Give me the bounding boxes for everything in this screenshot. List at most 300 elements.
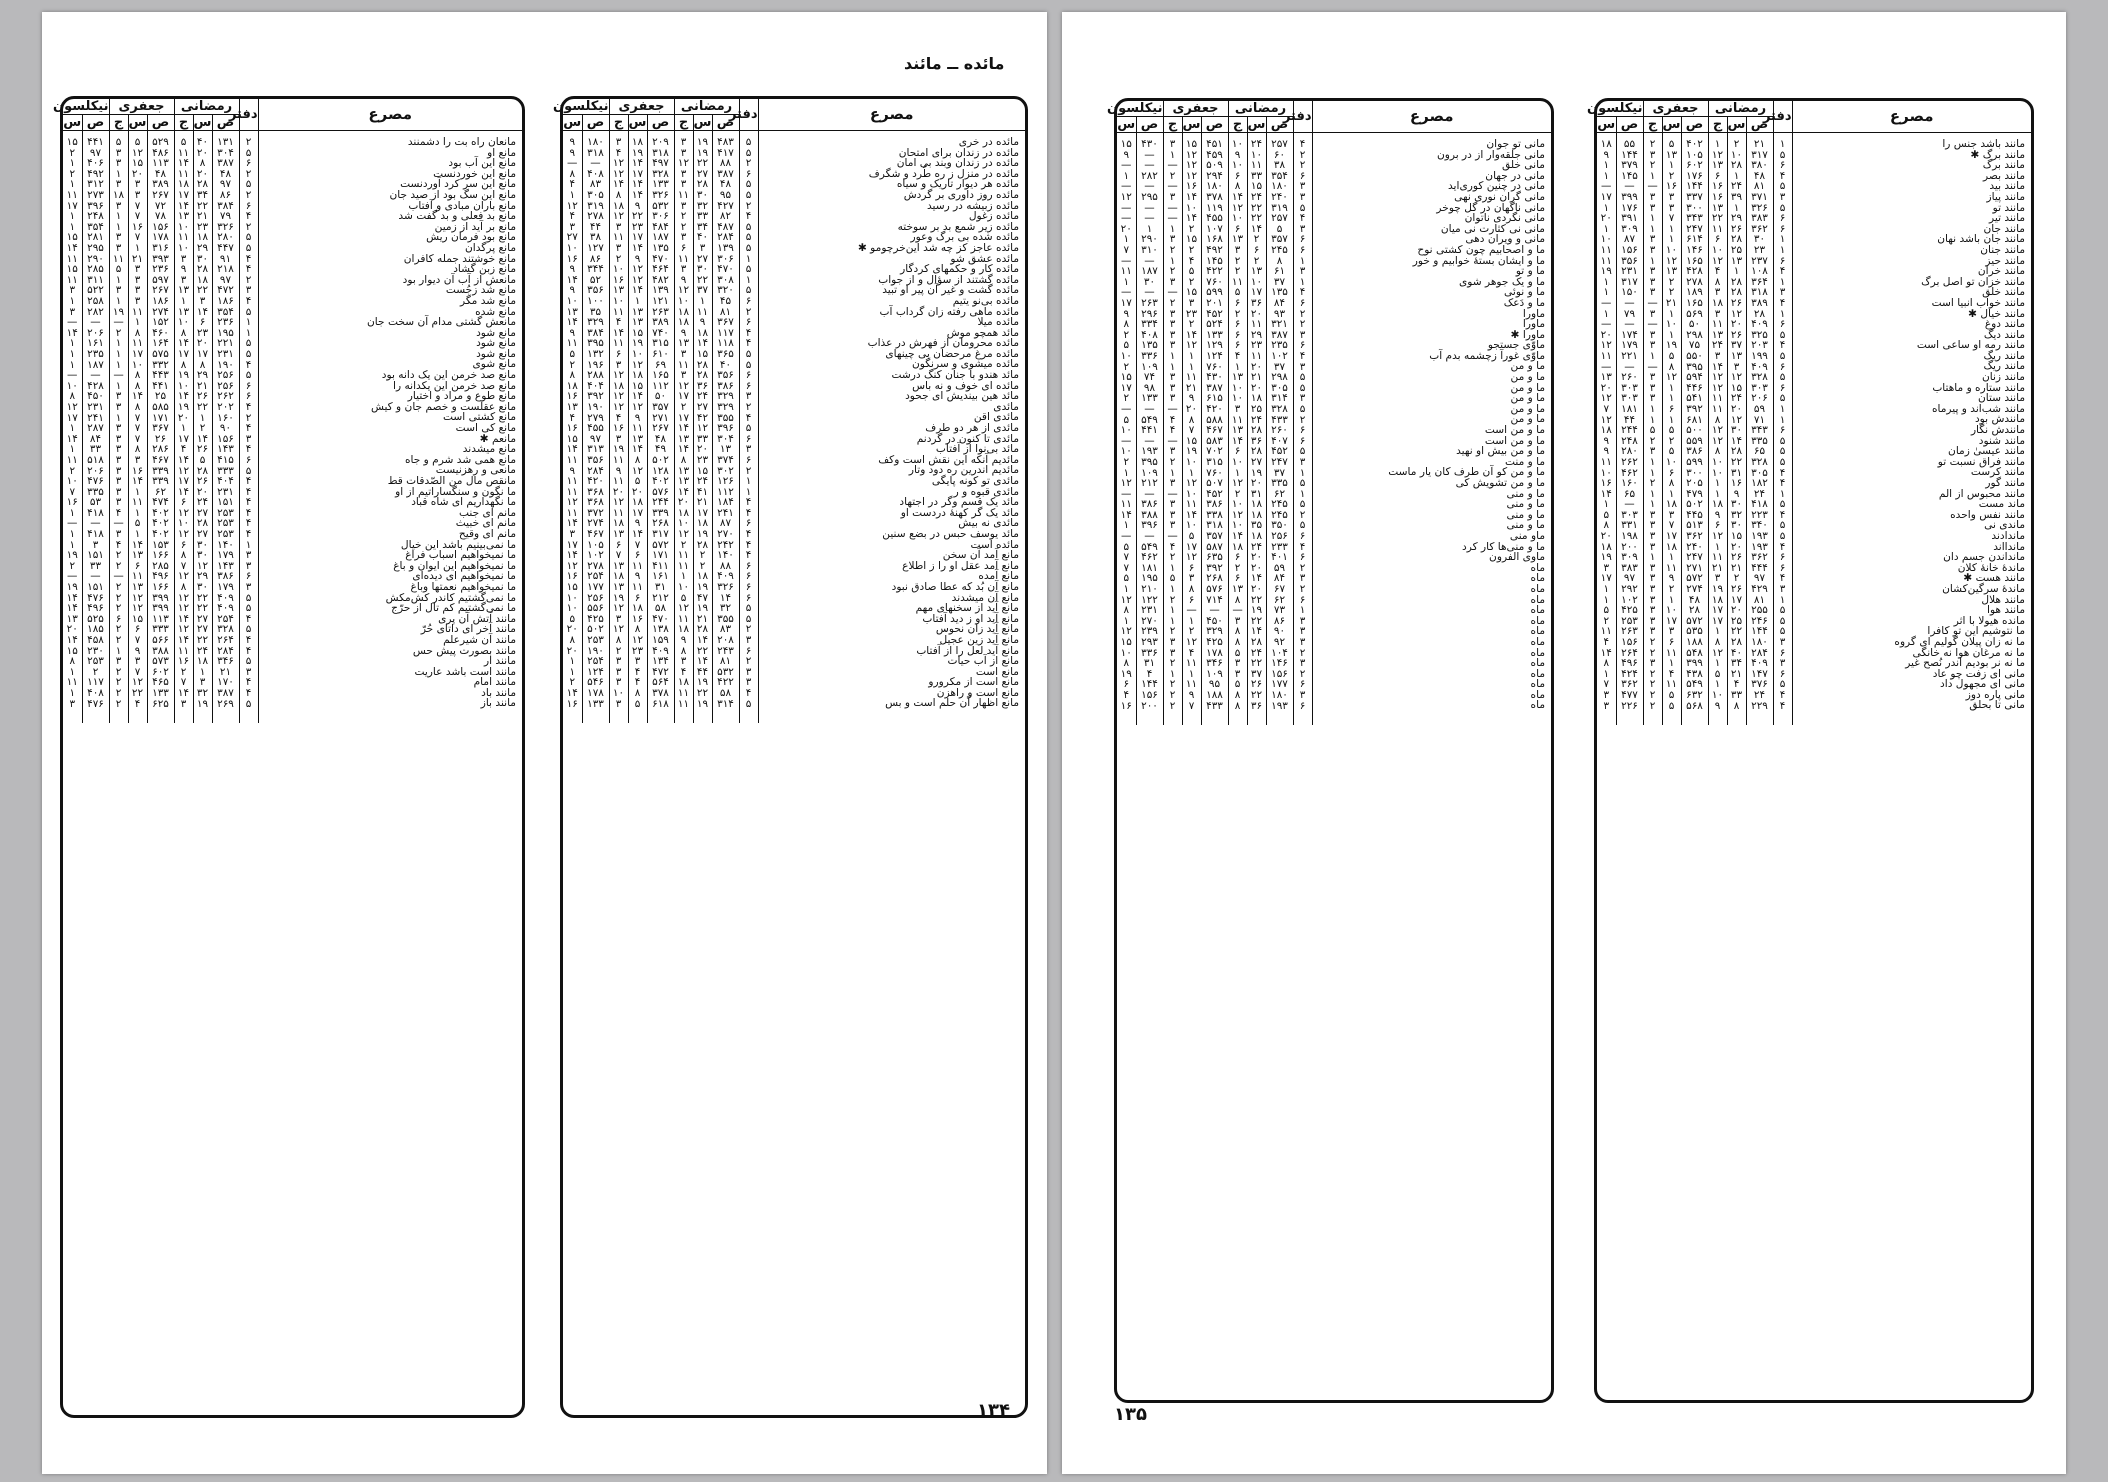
misra-cell: ما نمی‌بینیم باشد این خیال	[258, 540, 522, 551]
ref-cell: ۱	[63, 338, 82, 349]
ref-cell: ۳	[109, 656, 128, 667]
ref-cell: ۲۰۲	[212, 402, 239, 413]
ref-cell: ۱۷	[674, 391, 693, 402]
ref-cell: ۵	[739, 359, 758, 370]
ref-cell: ۲۹	[1247, 330, 1266, 341]
ref-cell: ۱۱	[563, 476, 582, 487]
ref-cell: ۲	[63, 561, 82, 572]
ref-cell: ۱۶	[628, 614, 647, 625]
ref-cell: ۳۲۰	[712, 285, 739, 296]
ref-cell: ۱	[1662, 552, 1681, 563]
ref-cell: ۲۰	[1247, 383, 1266, 394]
ref-cell: ۶	[739, 518, 758, 529]
ref-cell: ۷۶۰	[1201, 277, 1228, 288]
misra-cell: مائده عاجز کز چه شد این‌خرچومو ✱	[758, 243, 1025, 254]
ref-cell: ۱۵۹	[647, 635, 674, 646]
ref-cell: ۳۴۳	[1681, 213, 1708, 224]
ref-cell: ۳	[609, 667, 628, 678]
ref-cell: ۸	[628, 455, 647, 466]
ref-cell: ۸	[1117, 658, 1136, 669]
ref-cell: ۱۵	[1182, 234, 1201, 245]
ref-cell: —	[1117, 436, 1136, 447]
ref-cell: ۱۱	[609, 455, 628, 466]
ref-cell: —	[1136, 287, 1163, 298]
ref-cell: ۴۰۹	[1746, 658, 1773, 669]
ref-cell: ۶	[239, 201, 258, 212]
ref-cell: ۴۳۸	[1681, 669, 1708, 680]
table-row	[563, 582, 1025, 593]
ref-cell: ۴	[1773, 510, 1792, 521]
ref-cell: ۵۷۲	[1681, 573, 1708, 584]
ref-cell: ۳	[609, 222, 628, 233]
ref-cell: ۲۱	[1247, 372, 1266, 383]
ref-cell: ۱	[1597, 499, 1616, 510]
ref-cell: ۵	[1662, 351, 1681, 362]
ref-cell: ۶	[1773, 669, 1792, 680]
ref-cell: —	[1163, 160, 1182, 171]
misra-cell: مائده شده بی برگ وعور	[758, 232, 1025, 243]
misra-cell: مانم ای جنب	[258, 508, 522, 519]
ref-cell: ۳۰	[193, 582, 212, 593]
ref-cell: ۵	[628, 698, 647, 723]
misra-cell: مانع پرگدان	[258, 243, 522, 254]
misra-cell: مانند آن شیرعلم	[258, 635, 522, 646]
ref-cell: ۱۸	[1597, 542, 1616, 553]
ref-cell: ۲	[674, 402, 693, 413]
ref-cell: ۲۰۶	[82, 465, 109, 476]
ref-cell: ۱	[1708, 133, 1727, 150]
ref-cell: ۴۵۵	[1201, 213, 1228, 224]
subheader-sa: س	[1247, 117, 1266, 132]
ref-cell: ۳	[674, 201, 693, 212]
ref-cell: ۳	[128, 264, 147, 275]
ref-cell: ۱	[1773, 404, 1792, 415]
ref-cell: ۱۰	[1117, 446, 1136, 457]
ref-cell: ۱۱	[563, 338, 582, 349]
ref-cell: ۱۵	[1182, 133, 1201, 150]
misra-cell: مانع است از مکرورو	[758, 677, 1025, 688]
ref-cell: ۱۸۶	[147, 296, 174, 307]
ref-cell: ۴۵۰	[82, 391, 109, 402]
ref-cell: ۳	[1293, 361, 1312, 372]
ref-cell: ۸	[628, 688, 647, 699]
ref-cell: ۴۴۱	[147, 381, 174, 392]
ref-cell: ۱	[1597, 595, 1616, 606]
ref-cell: ۵	[1773, 181, 1792, 192]
ref-cell: ۳	[1773, 584, 1792, 595]
ref-cell: ۳	[674, 232, 693, 243]
ref-cell: ۱	[1163, 669, 1182, 680]
header-row	[563, 99, 1025, 115]
ref-cell: ۴۸	[1746, 171, 1773, 182]
ref-cell: ۵	[174, 131, 193, 148]
misra-cell: مائدی قبوه و ر	[758, 487, 1025, 498]
ref-cell: ۱۱	[1662, 679, 1681, 690]
ref-cell: ۲۰	[1182, 404, 1201, 415]
ref-cell: ۱۷	[1662, 531, 1681, 542]
ref-cell: ۴	[739, 412, 758, 423]
ref-cell: ۲۰	[1727, 319, 1746, 330]
ref-cell: ۹۷	[212, 275, 239, 286]
ref-cell: ۱۰	[1247, 150, 1266, 161]
ref-cell: ۳	[109, 201, 128, 212]
ref-cell: ۱۷	[174, 349, 193, 360]
ref-cell: ۹	[563, 285, 582, 296]
ref-cell: ۱۰	[1662, 605, 1681, 616]
ref-cell: ۲۴	[1708, 340, 1727, 351]
ref-cell: ۳	[1643, 234, 1662, 245]
ref-cell: ۵	[193, 455, 212, 466]
ref-cell: ۵۸۸	[1201, 414, 1228, 425]
ref-cell: ۲	[109, 677, 128, 688]
ref-cell: ۱	[1662, 383, 1681, 394]
ref-cell: ۶	[174, 540, 193, 551]
ref-cell: ۱۴	[128, 476, 147, 487]
ref-cell: ۱۲	[174, 465, 193, 476]
table-row	[63, 131, 522, 148]
ref-cell: ۵۸۳	[1201, 436, 1228, 447]
ref-cell: ۱۲۹	[1201, 340, 1228, 351]
ref-cell: ۱۱	[1597, 245, 1616, 256]
ref-cell: ۱۳۳	[1136, 393, 1163, 404]
ref-cell: ۱۸	[693, 518, 712, 529]
ref-cell: ۱۷	[1662, 616, 1681, 627]
ref-cell: ۱	[63, 529, 82, 540]
misra-cell: مانند جان	[1792, 224, 2031, 235]
ref-cell: ۸۲	[712, 211, 739, 222]
misra-cell: ما و اصحابیم چون کشتی نوح	[1312, 245, 1551, 256]
ref-cell: ۲	[1643, 690, 1662, 701]
ref-cell: ۱۰	[1182, 457, 1201, 468]
ref-cell: ۱	[63, 359, 82, 370]
ref-cell: ۵	[1662, 446, 1681, 457]
ref-cell: ۱۰	[563, 593, 582, 604]
ref-cell: ۴۹۲	[1201, 245, 1228, 256]
ref-cell: ۱۱	[1708, 319, 1727, 330]
ref-cell: ۳	[63, 307, 82, 318]
ref-cell: ۵	[563, 614, 582, 625]
misra-cell: مانند شنود	[1792, 436, 2031, 447]
ref-cell: ۱	[63, 508, 82, 519]
ref-cell: ۱۵	[628, 381, 647, 392]
misra-cell: مانع همی شد شرم و جاه	[258, 455, 522, 466]
ref-cell: ۳۴۰	[1746, 520, 1773, 531]
ref-cell: ۷	[1117, 563, 1136, 574]
ref-cell: ۳۹۹	[1681, 658, 1708, 669]
ref-cell: —	[1117, 203, 1136, 214]
ref-cell: ۸	[1182, 414, 1201, 425]
ref-cell: ۱۰	[1708, 690, 1727, 701]
misra-cell: مائده میشوی و سرنگون	[758, 359, 1025, 370]
ref-cell: ۵	[739, 349, 758, 360]
ref-cell: ۲۷	[563, 232, 582, 243]
ref-cell: ۱۳	[1708, 203, 1727, 214]
ref-cell: ۱۴	[1727, 436, 1746, 447]
ref-cell: ۵	[739, 179, 758, 190]
misra-cell: ما و منی	[1312, 510, 1551, 521]
ref-cell: ۲	[239, 190, 258, 201]
subheader-s: ص	[647, 115, 674, 131]
ref-cell: ۲	[1293, 510, 1312, 521]
ref-cell: ۱۶	[563, 571, 582, 582]
ref-cell: ۳	[1643, 203, 1662, 214]
ref-cell: ۱۳	[128, 550, 147, 561]
ref-cell: ۱۰	[1597, 467, 1616, 478]
ref-cell: —	[1163, 436, 1182, 447]
ref-cell: ۳۰	[1727, 425, 1746, 436]
ref-cell: ۱۷	[1117, 383, 1136, 394]
ref-cell: ۱۸	[174, 179, 193, 190]
ref-cell: ۲۲	[693, 275, 712, 286]
ref-cell: ۱۴۶	[1266, 658, 1293, 669]
ref-cell: ۱۰	[1228, 520, 1247, 531]
table-row	[1117, 552, 1551, 563]
ref-cell: ۱۴۶	[1681, 245, 1708, 256]
ref-cell: ۳۵۴	[1266, 171, 1293, 182]
misra-cell: مانع آید او ز دید آفتاب	[758, 614, 1025, 625]
ref-cell: ۴۵۰	[1201, 616, 1228, 627]
ref-cell: ۳۳	[693, 211, 712, 222]
ref-cell: ۲	[1117, 330, 1136, 341]
ref-cell: ۱۳۱	[212, 131, 239, 148]
ref-cell: ۱۱۳	[147, 614, 174, 625]
ref-cell: ۳۳۴	[1136, 319, 1163, 330]
ref-cell: ۱۱	[1597, 457, 1616, 468]
ref-cell: ۱۳	[1727, 256, 1746, 267]
ref-cell: —	[82, 518, 109, 529]
ref-cell: ۴۴	[1616, 414, 1643, 425]
ref-cell: ۱۵	[128, 614, 147, 625]
ref-cell: ۷۶۰	[1201, 467, 1228, 478]
ref-cell: ۴۷۰	[647, 614, 674, 625]
ref-cell: ۳	[1163, 393, 1182, 404]
ref-cell: ۵	[674, 593, 693, 604]
ref-cell: ۳	[1643, 616, 1662, 627]
misra-cell: مانع آید لعل را از آفتاب	[758, 646, 1025, 657]
ref-cell: ۱۱۹	[1201, 203, 1228, 214]
ref-cell: ۳۶۲	[1746, 224, 1773, 235]
ref-cell: ۱۵	[63, 646, 82, 657]
ref-cell: ۴	[1117, 690, 1136, 701]
ref-cell: ۴۸۶	[147, 148, 174, 159]
ref-cell: ۳۱	[1727, 467, 1746, 478]
table-row	[1597, 414, 2031, 425]
ref-cell: ۱۱	[674, 359, 693, 370]
ref-cell: ۴	[239, 529, 258, 540]
ref-cell: ۳۲۹	[1201, 626, 1228, 637]
misra-cell: ما و من	[1312, 414, 1551, 425]
ref-cell: ۶۰۲	[147, 667, 174, 678]
misra-cell: مانع کشتی است	[258, 412, 522, 423]
ref-cell: ۴۵۹	[1201, 150, 1228, 161]
ref-cell: ۱۲۴	[582, 667, 609, 678]
ref-cell: ۲	[1163, 690, 1182, 701]
ref-cell: ۳۰۹	[1616, 224, 1643, 235]
ref-cell: ۱۴۵	[1201, 256, 1228, 267]
ref-cell: ۶	[1228, 319, 1247, 330]
ref-cell: ۱۸۷	[1136, 266, 1163, 277]
misra-cell: مانند دوغ	[1792, 319, 2031, 330]
ref-cell: ۳۹	[1727, 192, 1746, 203]
ref-cell: ۲۰	[1727, 542, 1746, 553]
ref-cell: ۱	[1662, 234, 1681, 245]
ref-cell: ۱۱	[693, 307, 712, 318]
misra-cell: مانند محبوس از الم	[1792, 489, 2031, 500]
ref-cell: ۳	[1228, 658, 1247, 669]
ref-cell: ۱۱	[563, 487, 582, 498]
ref-cell: ۳۰	[1136, 277, 1163, 288]
ref-cell: ۷۲	[147, 201, 174, 212]
ref-cell: ۳	[128, 656, 147, 667]
ref-cell: —	[1163, 404, 1182, 415]
ref-cell: ۱	[739, 254, 758, 265]
ref-cell: ۱۷	[674, 412, 693, 423]
ref-cell: ۵۸۵	[147, 402, 174, 413]
ref-cell: ۲۰	[674, 497, 693, 508]
ref-cell: ۳	[63, 285, 82, 296]
ref-cell: ۳	[109, 497, 128, 508]
table-row	[1597, 340, 2031, 351]
ref-cell: ۴۰۹	[712, 571, 739, 582]
ref-cell: ۱۱۷	[712, 328, 739, 339]
ref-cell: ۴۴۱	[1136, 425, 1163, 436]
ref-cell: ۲۶۰	[1616, 372, 1643, 383]
ref-cell: ۱۰	[1117, 648, 1136, 659]
ref-cell: ۳	[1643, 573, 1662, 584]
misra-cell: مائده گشتند از سؤال و از جواب	[758, 275, 1025, 286]
ref-cell: ۳۹۹	[147, 593, 174, 604]
ref-cell: ۶۲	[147, 487, 174, 498]
ref-cell: ۷	[1117, 552, 1136, 563]
ref-cell: ۴۷۶	[82, 476, 109, 487]
ref-cell: ۱۹	[1708, 584, 1727, 595]
ref-cell: ۴۳۰	[1136, 133, 1163, 150]
ref-cell: ۲۰	[563, 646, 582, 657]
ref-cell: ۵۰۷	[1201, 478, 1228, 489]
ref-cell: ۳	[1293, 266, 1312, 277]
ref-cell: ۱۲	[128, 593, 147, 604]
misra-cell: مائده محرومان از فهرش در عذاب	[758, 338, 1025, 349]
ref-cell: ۱	[1117, 616, 1136, 627]
ref-cell: ۴۰	[712, 359, 739, 370]
ref-cell: ۲۰۱	[1201, 298, 1228, 309]
misra-cell: مانند است باشد عاریت	[258, 667, 522, 678]
ref-cell: ۲۴۱	[82, 412, 109, 423]
ref-cell: ۳۸۷	[712, 169, 739, 180]
ref-cell: ۲	[1643, 133, 1662, 150]
ref-cell: ۶	[1293, 234, 1312, 245]
ref-cell: ۱۰۸	[1746, 266, 1773, 277]
table-row	[1597, 150, 2031, 161]
ref-cell: ۱	[1662, 595, 1681, 606]
ref-cell: ۱۷	[1597, 573, 1616, 584]
ref-cell: ۱۱	[628, 582, 647, 593]
ref-cell: ۵	[1293, 478, 1312, 489]
ref-cell: ۳	[109, 487, 128, 498]
misra-cell: ماندهٔ خانهٔ کلان	[1792, 563, 2031, 574]
ref-cell: ۶	[239, 391, 258, 402]
misra-cell: ما و من است	[1312, 436, 1551, 447]
ref-cell: ۳۹۱	[1616, 213, 1643, 224]
ref-cell: ۳	[609, 434, 628, 445]
ref-cell: ۵۰۹	[1201, 160, 1228, 171]
ref-cell: ۱۳	[1247, 266, 1266, 277]
page-header: مائده ــ مائند	[904, 54, 1005, 73]
ref-cell: ۵	[1773, 679, 1792, 690]
ref-cell: ۲۴	[193, 646, 212, 657]
ref-cell: ۶	[239, 381, 258, 392]
ref-cell: ۱۸	[693, 571, 712, 582]
table-row	[1597, 700, 2031, 725]
ref-cell: ۳۶۸	[582, 487, 609, 498]
ref-cell: ۱۲	[1597, 393, 1616, 404]
ref-cell: ۱۰	[563, 243, 582, 254]
ref-cell: ۱۷	[1117, 298, 1136, 309]
misra-cell: مانع این سر کرد آوردنست	[258, 179, 522, 190]
ref-cell: ۲۸	[1727, 446, 1746, 457]
ref-cell: ۳	[674, 131, 693, 148]
ref-cell: ۴۹۶	[1616, 658, 1643, 669]
misra-cell: ما نمی‌گشتیم کاندر کش‌مکش	[258, 593, 522, 604]
ref-cell: ۸	[63, 391, 82, 402]
ref-cell: ۳۴۳	[1746, 425, 1773, 436]
ref-cell: ۵	[239, 307, 258, 318]
ref-cell: ۲	[1293, 648, 1312, 659]
ref-cell: ۱۲	[628, 275, 647, 286]
table-row	[1597, 595, 2031, 606]
table-row	[563, 190, 1025, 201]
ref-cell: ۱۶۴	[147, 338, 174, 349]
ref-cell: ۳۳۲	[147, 359, 174, 370]
ref-cell: ۳	[1182, 298, 1201, 309]
table-row	[1597, 351, 2031, 362]
ref-cell: ۹	[1117, 150, 1136, 161]
table-left-outer	[552, 96, 1028, 1418]
ref-cell: ۲۲۶	[1616, 700, 1643, 725]
ref-cell: ۴	[1163, 414, 1182, 425]
ref-cell: ۲۷۹	[582, 412, 609, 423]
ref-cell: ۵	[739, 603, 758, 614]
ref-cell: ۲	[1662, 171, 1681, 182]
ref-cell: ۱۲	[563, 561, 582, 572]
ref-cell: ۲۳۶	[147, 264, 174, 275]
ref-cell: ۱	[1773, 414, 1792, 425]
ref-cell: ۶	[1293, 245, 1312, 256]
misra-cell: مانع میشدند	[258, 444, 522, 455]
ref-cell: ۲	[109, 328, 128, 339]
ref-cell: ۳۵۰	[1266, 520, 1293, 531]
ref-cell: ۳	[1662, 626, 1681, 637]
ref-cell: ۲	[1662, 277, 1681, 288]
ref-cell: ۱۴	[174, 635, 193, 646]
ref-cell: ۵۰	[647, 391, 674, 402]
ref-cell: ۲	[674, 540, 693, 551]
ref-cell: ۱۲	[1117, 626, 1136, 637]
table-row	[1597, 181, 2031, 192]
ref-cell: ۴۷۶	[82, 593, 109, 604]
ref-cell: ۱	[1662, 309, 1681, 320]
ref-cell: ۵۵۹	[1681, 436, 1708, 447]
ref-cell: ۳۷۸	[647, 688, 674, 699]
ref-cell: ۱۲	[1597, 414, 1616, 425]
ref-cell: ۲	[109, 582, 128, 593]
misra-cell: مانند امام	[258, 677, 522, 688]
misra-cell: مانع آن بُد که عطا صادق نبود	[758, 582, 1025, 593]
ref-cell: ۲۷	[193, 614, 212, 625]
table-row	[1597, 213, 2031, 224]
ref-cell: ۶۲۵	[147, 698, 174, 723]
ref-cell: ۲۸۶	[147, 444, 174, 455]
